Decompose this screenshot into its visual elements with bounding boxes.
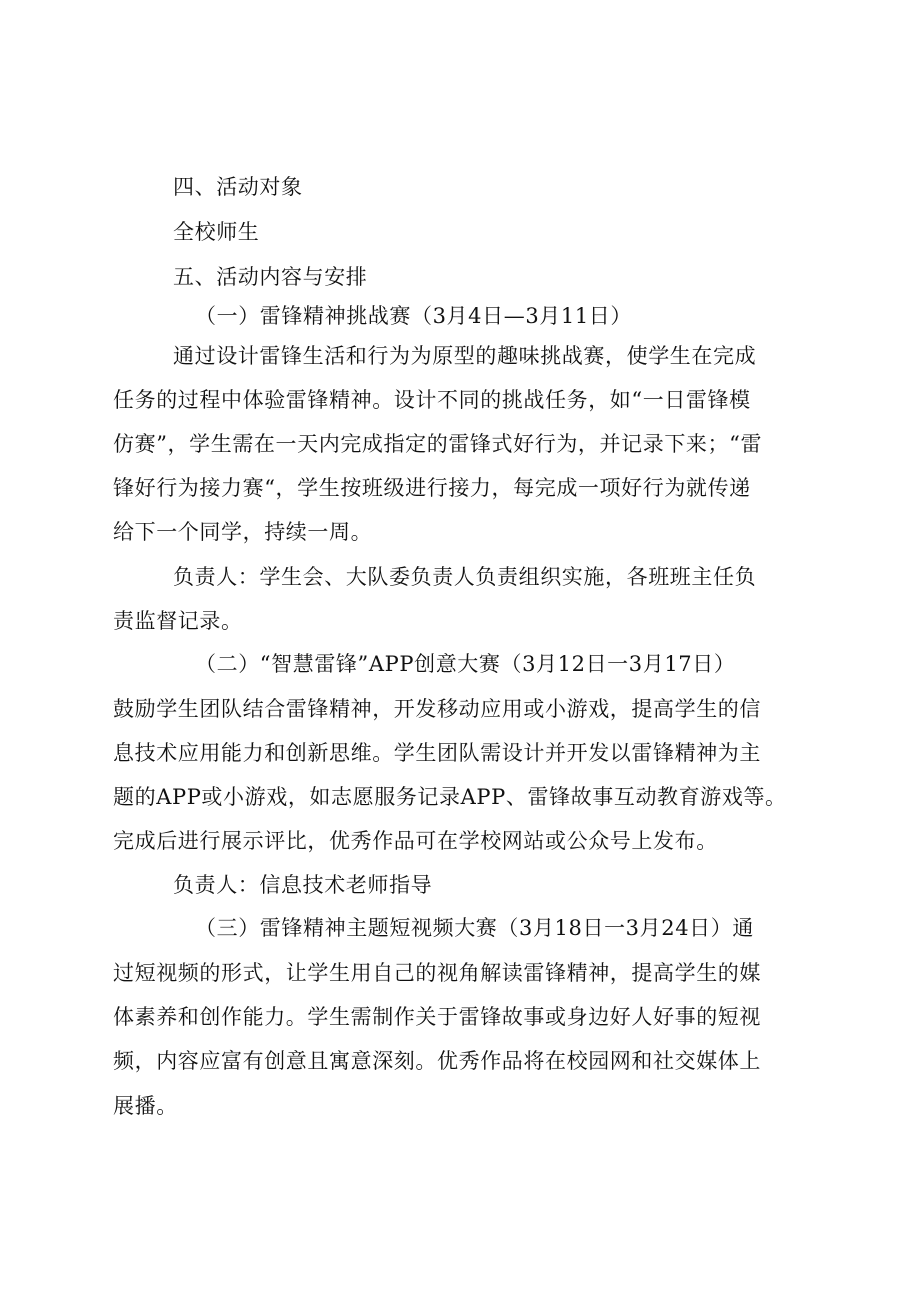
paragraph-line: 通过设计雷锋生活和行为为原型的趣味挑战赛，使学生在完成 <box>173 344 757 368</box>
responsible-person-1: 负责人：学生会、大队委负责人负责组织实施，各班班主任负 <box>173 565 757 589</box>
subheading-app-contest: （二）“智慧雷锋”APP创意大赛（3月12日一3月17日） <box>195 652 736 676</box>
paragraph-line: 鼓励学生团队结合雷锋精神，开发移动应用或小游戏，提高学生的信 <box>113 697 761 721</box>
paragraph-line: 任务的过程中体验雷锋精神。设计不同的挑战任务，如“一日雷锋模 <box>113 388 751 412</box>
paragraph-line: 息技术应用能力和创新思维。学生团队需设计并开发以雷锋精神为主 <box>113 741 761 765</box>
paragraph-line: 锋好行为接力赛“，学生按班级进行接力，每完成一项好行为就传递 <box>113 476 751 500</box>
paragraph-line: 仿赛”，学生需在一天内完成指定的雷锋式好行为，并记录下来；“雷 <box>113 432 763 456</box>
paragraph-line: 题的APP或小游戏，如志愿服务记录APP、雷锋故事互动教育游戏等。 <box>113 785 787 809</box>
heading-activity-content: 五、活动内容与安排 <box>173 265 368 289</box>
responsible-person-2: 负责人：信息技术老师指导 <box>173 873 433 897</box>
paragraph-line: 责监督记录。 <box>113 609 243 633</box>
paragraph-line: 频，内容应富有创意且寓意深刻。优秀作品将在校园网和社交媒体上 <box>113 1049 761 1073</box>
paragraph-line: 展播。 <box>113 1094 178 1118</box>
paragraph-line: 体素养和创作能力。学生需制作关于雷锋故事或身边好人好事的短视 <box>113 1005 761 1029</box>
paragraph-line: 完成后进行展示评比，优秀作品可在学校网站或公众号上发布。 <box>113 829 718 853</box>
subheading-video-contest: （三）雷锋精神主题短视频大赛（3月18日一3月24日）通 <box>195 916 754 940</box>
activity-target-text: 全校师生 <box>173 220 260 244</box>
paragraph-line: 过短视频的形式，让学生用自己的视角解读雷锋精神，提高学生的媒 <box>113 961 761 985</box>
paragraph-line: 给下一个同学，持续一周。 <box>113 520 373 544</box>
subheading-challenge: （一）雷锋精神挑战赛（3月4日—3月11日） <box>195 304 633 328</box>
heading-activity-target: 四、活动对象 <box>173 175 303 199</box>
